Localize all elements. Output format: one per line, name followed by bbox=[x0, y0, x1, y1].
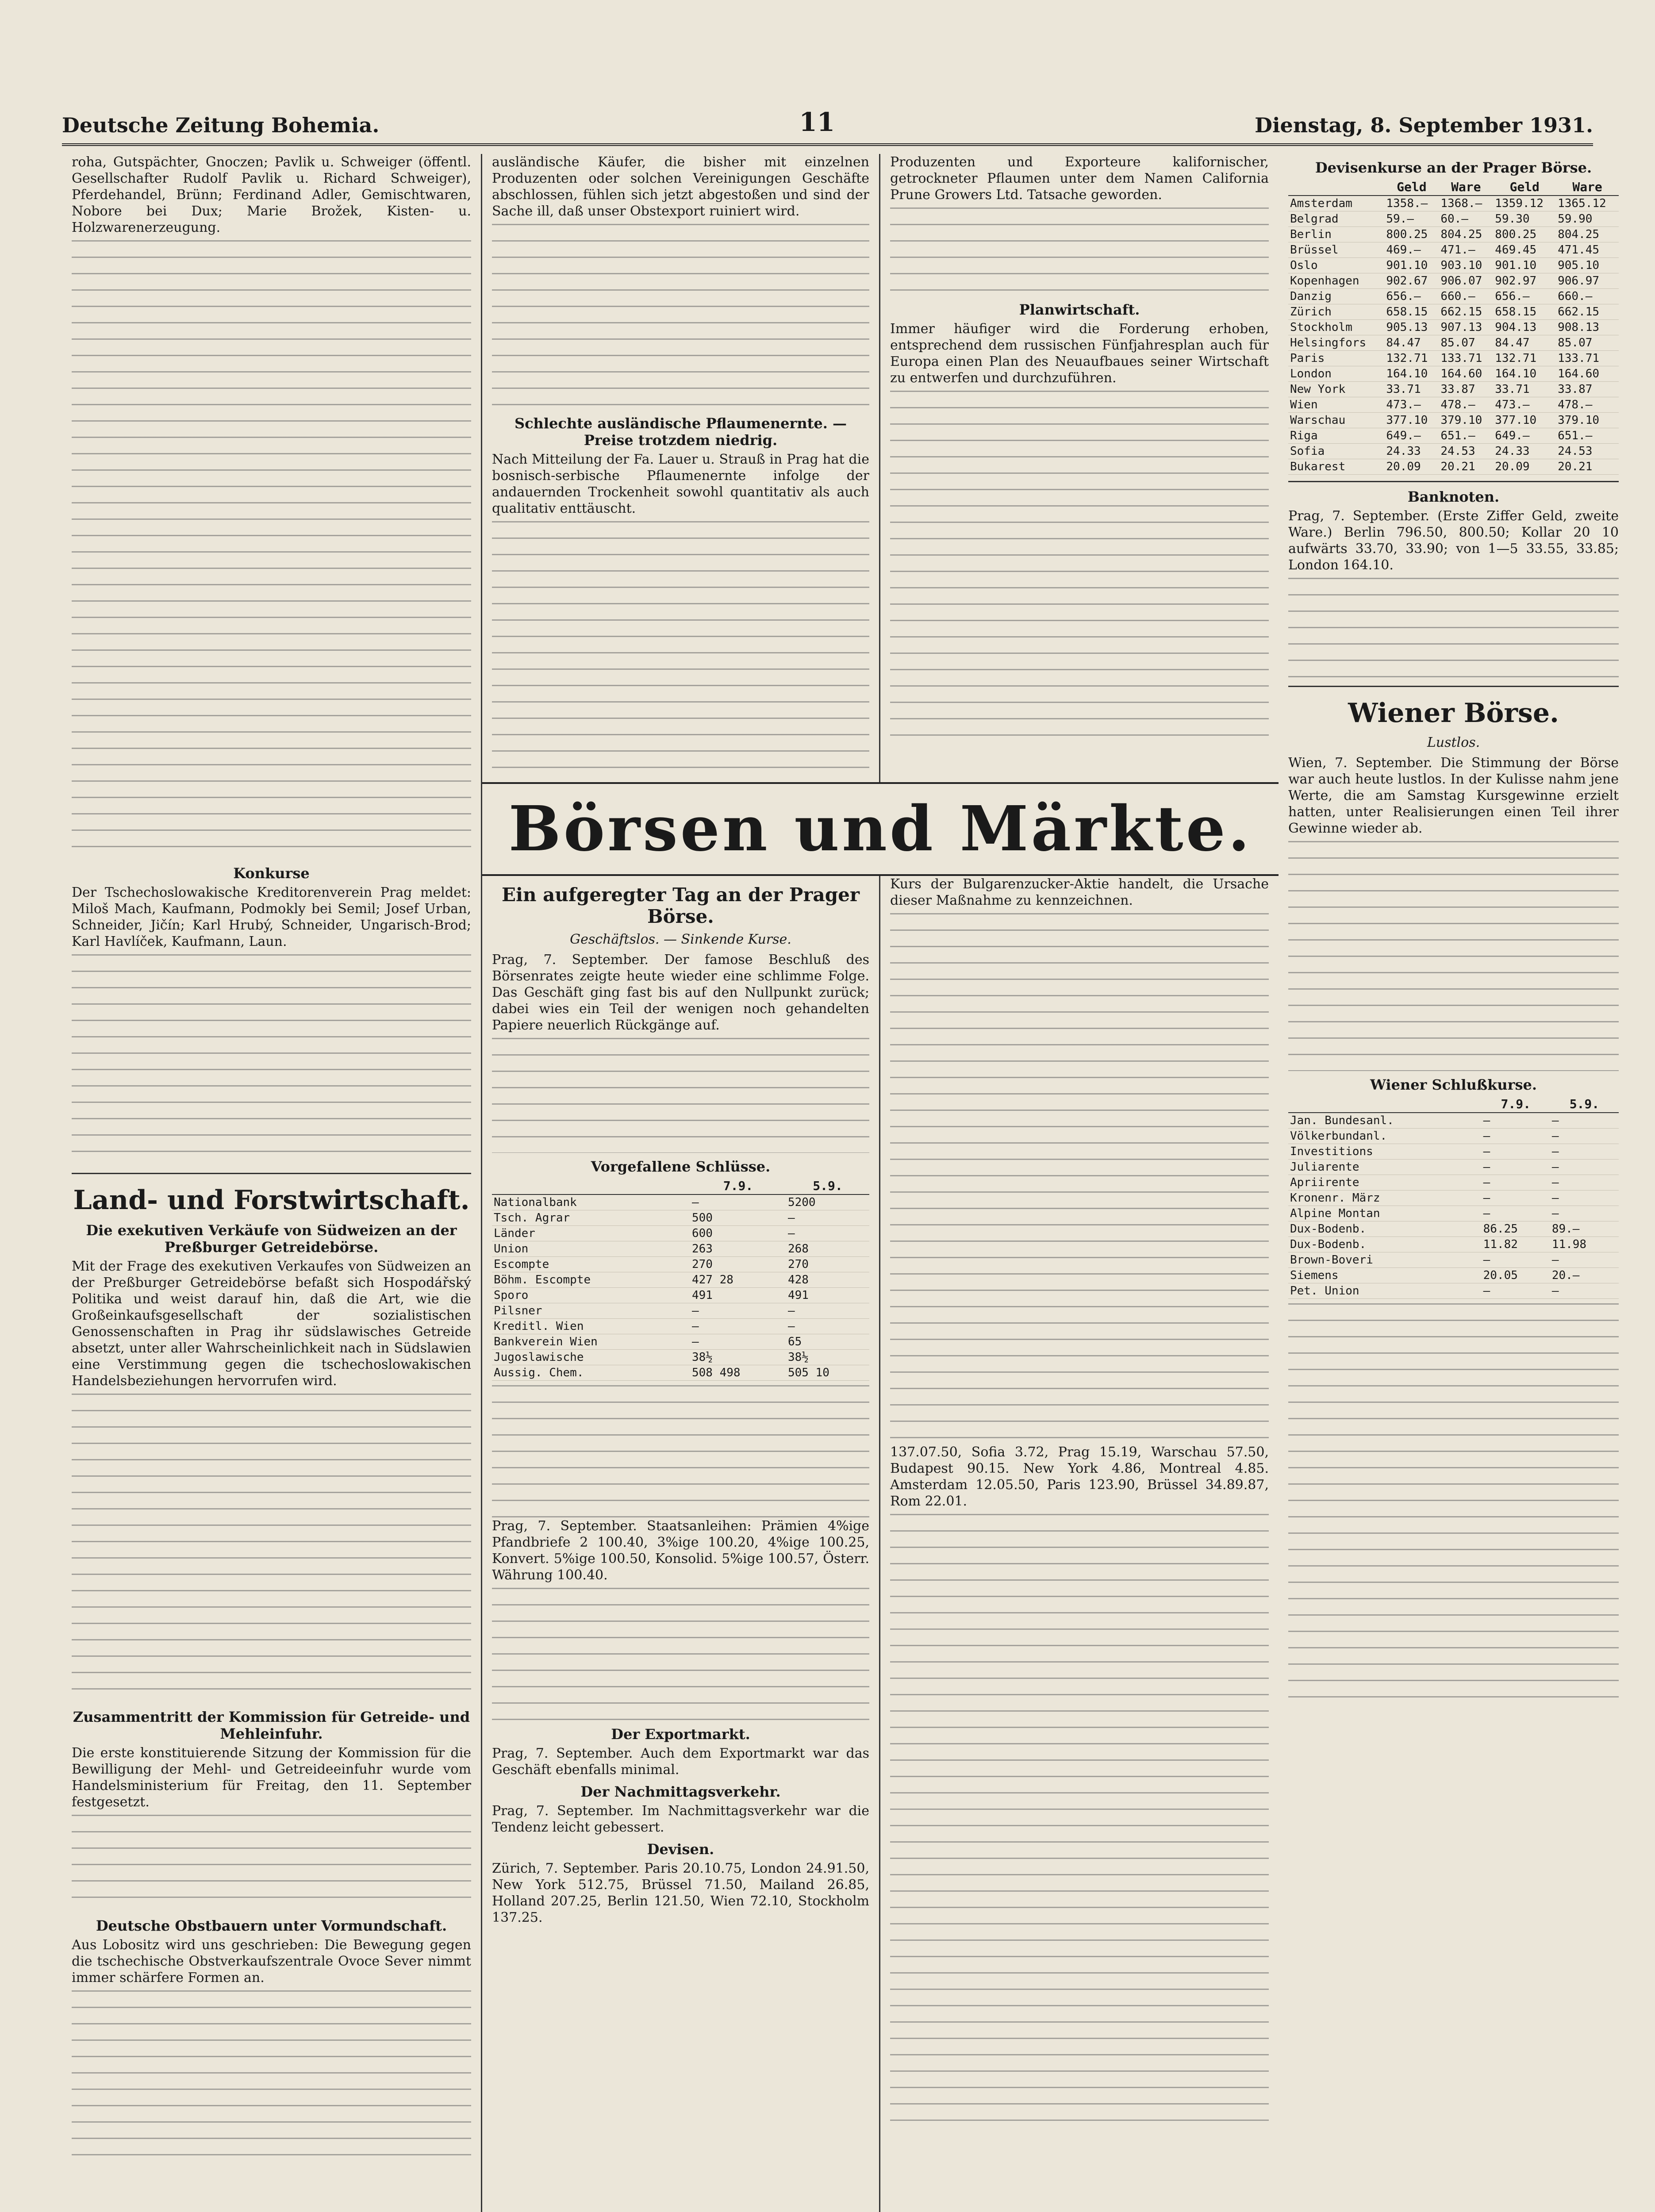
table-row bbox=[492, 1350, 869, 1365]
text-block bbox=[492, 1385, 869, 1518]
table-row bbox=[1288, 1160, 1619, 1175]
table-cell: 662.15 bbox=[1439, 304, 1493, 320]
table-cell: 84.47 bbox=[1493, 335, 1556, 351]
table-cell: 651.— bbox=[1556, 428, 1619, 444]
middle-section bbox=[482, 154, 1279, 2212]
kurse-text: 137.07.50, Sofia 3.72, Prag 15.19, Warschau 57.50, Budapest 90.15. New York 4.86, Montreal 4.85. Amsterdam 12.05.50, Paris 123.90, Brüssel 34.89.87, Rom 22.01. bbox=[890, 1444, 1269, 1509]
table-cell: Danzig bbox=[1288, 289, 1384, 304]
export-heading: Der Exportmarkt. bbox=[611, 1726, 750, 1743]
table-row bbox=[492, 1210, 869, 1226]
table-cell: 377.10 bbox=[1493, 413, 1556, 428]
page-header bbox=[62, 107, 1593, 146]
table-cell: 20.09 bbox=[1493, 459, 1556, 475]
table-cell: — bbox=[786, 1319, 869, 1334]
planwirtschaft-heading: Planwirtschaft. bbox=[1019, 301, 1140, 318]
table-cell: 164.10 bbox=[1493, 366, 1556, 382]
table-cell: New York bbox=[1288, 382, 1384, 397]
date-line: Dienstag, 8. September 1931. bbox=[1255, 113, 1593, 137]
table-row bbox=[492, 1303, 869, 1319]
table-cell: 902.67 bbox=[1384, 273, 1439, 289]
table-cell: Dux-Bodenb. bbox=[1288, 1221, 1482, 1237]
table-row bbox=[1288, 428, 1619, 444]
table-cell: 24.53 bbox=[1439, 444, 1493, 459]
table-cell: Wien bbox=[1288, 397, 1384, 413]
table-row bbox=[1288, 459, 1619, 475]
table-cell: 428 bbox=[786, 1272, 869, 1288]
table-row bbox=[1288, 1206, 1619, 1221]
table-cell: 800.25 bbox=[1384, 227, 1439, 242]
table-cell: 478.— bbox=[1439, 397, 1493, 413]
text-block bbox=[890, 913, 1269, 1444]
table-cell: Pilsner bbox=[492, 1303, 690, 1319]
table-cell: — bbox=[1550, 1129, 1619, 1144]
devisen-header-row bbox=[1288, 179, 1619, 196]
text-block bbox=[492, 1588, 869, 1720]
table-cell: 20.05 bbox=[1482, 1268, 1550, 1283]
table-cell: 38½ bbox=[786, 1350, 869, 1365]
table-cell: 379.10 bbox=[1556, 413, 1619, 428]
table-row bbox=[1288, 289, 1619, 304]
konkurs-text: Der Tschechoslowakische Kreditorenverein Prag meldet: Miloš Mach, Kaufmann, Podmokly bei Semil; Josef Urban, Schneider, Jičín; Karl Hrubý, Schneider, Ungarisch-Brod; Karl Havlíček, Kaufmann, Laun. bbox=[72, 885, 471, 949]
table-cell: 59.30 bbox=[1493, 211, 1556, 227]
table-cell: Alpine Montan bbox=[1288, 1206, 1482, 1221]
table-cell: 89.— bbox=[1550, 1221, 1619, 1237]
table-cell: 263 bbox=[690, 1241, 786, 1257]
devisen-col: Ware bbox=[1439, 179, 1493, 196]
table-row bbox=[1288, 1268, 1619, 1283]
table-cell: Tsch. Agrar bbox=[492, 1210, 690, 1226]
table-cell: 471.— bbox=[1439, 242, 1493, 258]
text-block bbox=[72, 954, 471, 1167]
table-row bbox=[1288, 335, 1619, 351]
table-cell: 164.10 bbox=[1384, 366, 1439, 382]
devisen-table bbox=[1288, 179, 1619, 475]
table-cell: Bankverein Wien bbox=[492, 1334, 690, 1350]
table-cell: — bbox=[690, 1303, 786, 1319]
devisen-text: Zürich, 7. September. Paris 20.10.75, London 24.91.50, New York 512.75, Brüssel 71.50, Mailand 26.85, Holland 207.25, Berlin 121.50, Wien 72.10, Stockholm 137.25. bbox=[492, 1861, 869, 1925]
schluss-body bbox=[1288, 1113, 1619, 1299]
table-cell: — bbox=[1550, 1144, 1619, 1160]
kommission-text: Die erste konstituierende Sitzung der Kommission für die Bewilligung der Mehl- und Getreideeinfuhr wurde vom Handelsministerium für Freitag, den 11. September festgesetzt. bbox=[72, 1745, 471, 1810]
devisenkurse-heading: Devisenkurse an der Prager Börse. bbox=[1315, 159, 1592, 176]
text-block bbox=[1288, 578, 1619, 680]
devisen-col: Ware bbox=[1556, 179, 1619, 196]
export-market-text: Prag, 7. September. Auch dem Exportmarkt war das Geschäft ebenfalls minimal. bbox=[492, 1746, 869, 1778]
table-cell: 132.71 bbox=[1493, 351, 1556, 366]
table-cell: Zürich bbox=[1288, 304, 1384, 320]
table-cell: 85.07 bbox=[1439, 335, 1493, 351]
land-heading: Land- und Forstwirtschaft. bbox=[73, 1185, 470, 1216]
table-cell: 906.07 bbox=[1439, 273, 1493, 289]
table-cell: 906.97 bbox=[1556, 273, 1619, 289]
column-1 bbox=[62, 154, 482, 2212]
table-cell: 491 bbox=[690, 1288, 786, 1303]
table-cell: 33.71 bbox=[1384, 382, 1439, 397]
text-block bbox=[492, 1038, 869, 1153]
table-cell: — bbox=[786, 1226, 869, 1241]
text-block bbox=[72, 1815, 471, 1912]
table-row bbox=[492, 1365, 869, 1381]
table-cell: Stockholm bbox=[1288, 320, 1384, 335]
text-block bbox=[890, 391, 1269, 736]
banknoten-text: Prag, 7. September. (Erste Ziffer Geld, zweite Ware.) Berlin 796.50, 800.50; Kollar 20 10 aufwärts 33.70, 33.90; von 1—5 33.55, 33.85; London 164.10. bbox=[1288, 508, 1619, 573]
column-2 bbox=[482, 154, 880, 782]
table-row bbox=[1288, 320, 1619, 335]
columns bbox=[62, 154, 1619, 2212]
column-3 bbox=[880, 154, 1279, 782]
table-row bbox=[1288, 1144, 1619, 1160]
table-cell: 905.10 bbox=[1556, 258, 1619, 273]
table-cell: 471.45 bbox=[1556, 242, 1619, 258]
table-cell: 491 bbox=[786, 1288, 869, 1303]
table-cell: Belgrad bbox=[1288, 211, 1384, 227]
kommission-heading: Zusammentritt der Kommission für Getreide- und Mehleinfuhr. bbox=[73, 1709, 470, 1742]
table-cell: 473.— bbox=[1384, 397, 1439, 413]
table-cell: 132.71 bbox=[1384, 351, 1439, 366]
pflaumen-text: Nach Mitteilung der Fa. Lauer u. Strauß in Prag hat die bosnisch-serbische Pflaumenernte infolge der andauernden Trockenheit sowohl quantitativ als auch qualitativ enttäuscht. bbox=[492, 452, 869, 516]
table-cell: Kopenhagen bbox=[1288, 273, 1384, 289]
table-cell: 11.82 bbox=[1482, 1237, 1550, 1252]
devisen-col: Geld bbox=[1384, 179, 1439, 196]
table-cell: — bbox=[690, 1334, 786, 1350]
boerse-text: Prag, 7. September. Der famose Beschluß des Börsenrates zeigte heute wieder eine schlimme Folge. Das Geschäft ging fast bis auf den Nullpunkt zurück; dabei wies ein Teil der wenigen noch gehandelten Papiere neuerlich Rückgänge auf. bbox=[492, 952, 869, 1033]
table-cell: 85.07 bbox=[1556, 335, 1619, 351]
schluss-table bbox=[1288, 1096, 1619, 1299]
table-row bbox=[1288, 258, 1619, 273]
table-cell: Berlin bbox=[1288, 227, 1384, 242]
table-row bbox=[1288, 382, 1619, 397]
table-cell: — bbox=[1482, 1252, 1550, 1268]
table-cell: 1368.— bbox=[1439, 196, 1493, 211]
table-cell: Pet. Union bbox=[1288, 1283, 1482, 1299]
stock-body bbox=[492, 1194, 869, 1381]
devisen-heading: Devisen. bbox=[647, 1841, 714, 1858]
table-cell: — bbox=[786, 1303, 869, 1319]
table-cell: — bbox=[1482, 1175, 1550, 1190]
boerse-heading: Ein aufgeregter Tag an der Prager Börse. bbox=[502, 884, 860, 927]
table-cell: 20.21 bbox=[1556, 459, 1619, 475]
table-cell: — bbox=[1482, 1144, 1550, 1160]
table-cell: Völkerbundanl. bbox=[1288, 1129, 1482, 1144]
table-cell: 508 498 bbox=[690, 1365, 786, 1381]
table-row bbox=[1288, 366, 1619, 382]
middle-top bbox=[482, 154, 1279, 782]
schluss-col bbox=[1288, 1096, 1482, 1113]
table-cell: 164.60 bbox=[1556, 366, 1619, 382]
banknoten-heading: Banknoten. bbox=[1407, 488, 1500, 505]
table-cell: — bbox=[1550, 1113, 1619, 1129]
table-cell: 1365.12 bbox=[1556, 196, 1619, 211]
table-cell: — bbox=[1482, 1129, 1550, 1144]
table-cell: 33.87 bbox=[1556, 382, 1619, 397]
table-cell: 660.— bbox=[1439, 289, 1493, 304]
intro-text: roha, Gutspächter, Gnoczen; Pavlik u. Schweiger (öffentl. Gesellschafter Rudolf Pavlik u. Richard Schweiger), Pferdehandel, Brünn; Ferdinand Adler, Gemischtwaren, Nobore bei Dux; Marie Brožek, Kisten- u. Holzwarenerzeugung. bbox=[72, 154, 471, 235]
divider bbox=[1288, 686, 1619, 687]
table-cell: 600 bbox=[690, 1226, 786, 1241]
table-row bbox=[492, 1257, 869, 1272]
table-cell: 649.— bbox=[1384, 428, 1439, 444]
obst-heading: Deutsche Obstbauern unter Vormundschaft. bbox=[96, 1917, 447, 1934]
table-cell: 469.45 bbox=[1493, 242, 1556, 258]
table-cell: 379.10 bbox=[1439, 413, 1493, 428]
table-cell: 20.— bbox=[1550, 1268, 1619, 1283]
text-block bbox=[72, 1990, 471, 2158]
wien-subheading: Lustlos. bbox=[1427, 735, 1480, 750]
land-subheading: Die exekutiven Verkäufe von Südweizen an der Preßburger Getreidebörse. bbox=[86, 1222, 457, 1256]
middle-bottom bbox=[482, 876, 1279, 2212]
table-cell: 11.98 bbox=[1550, 1237, 1619, 1252]
table-cell: Siemens bbox=[1288, 1268, 1482, 1283]
table-cell: Brüssel bbox=[1288, 242, 1384, 258]
table-cell: 658.15 bbox=[1493, 304, 1556, 320]
divider bbox=[72, 1173, 471, 1174]
table-row bbox=[492, 1194, 869, 1210]
table-cell: 20.21 bbox=[1439, 459, 1493, 475]
table-cell: Oslo bbox=[1288, 258, 1384, 273]
table-cell: Nationalbank bbox=[492, 1194, 690, 1210]
table-row bbox=[1288, 1283, 1619, 1299]
table-cell: 65 bbox=[786, 1334, 869, 1350]
table-cell: 427 28 bbox=[690, 1272, 786, 1288]
devisen-col: Geld bbox=[1493, 179, 1556, 196]
table-cell: Bukarest bbox=[1288, 459, 1384, 475]
table-cell: 1359.12 bbox=[1493, 196, 1556, 211]
table-cell: 901.10 bbox=[1493, 258, 1556, 273]
table-cell: 270 bbox=[786, 1257, 869, 1272]
table-cell: 133.71 bbox=[1556, 351, 1619, 366]
markt-text: Kurs der Bulgarenzucker-Aktie handelt, die Ursache dieser Maßnahme zu kennzeichnen. bbox=[890, 876, 1269, 908]
devisen-body bbox=[1288, 196, 1619, 475]
table-cell: 904.13 bbox=[1493, 320, 1556, 335]
table-row bbox=[1288, 273, 1619, 289]
table-cell: 902.97 bbox=[1493, 273, 1556, 289]
schluss-col: 5.9. bbox=[1550, 1096, 1619, 1113]
table-cell: Brown-Boveri bbox=[1288, 1252, 1482, 1268]
table-cell: 1358.— bbox=[1384, 196, 1439, 211]
table-cell: Böhm. Escompte bbox=[492, 1272, 690, 1288]
table-cell: — bbox=[1550, 1252, 1619, 1268]
nachmittag-heading: Der Nachmittagsverkehr. bbox=[580, 1783, 781, 1800]
table-cell: — bbox=[1482, 1283, 1550, 1299]
table-cell: London bbox=[1288, 366, 1384, 382]
table-cell: 24.53 bbox=[1556, 444, 1619, 459]
table-row bbox=[1288, 227, 1619, 242]
table-cell: — bbox=[1550, 1190, 1619, 1206]
planwirtschaft-text: Immer häufiger wird die Forderung erhoben, entsprechend dem russischen Fünfjahresplan auch für Europa einen Plan des Neuaufbaues seiner Wirtschaft zu entwerfen und durchzuführen. bbox=[890, 321, 1269, 386]
table-row bbox=[1288, 1252, 1619, 1268]
text-block bbox=[72, 240, 471, 860]
table-cell: 473.— bbox=[1493, 397, 1556, 413]
table-cell: 804.25 bbox=[1439, 227, 1493, 242]
table-cell: 662.15 bbox=[1556, 304, 1619, 320]
table-cell: Apriirente bbox=[1288, 1175, 1482, 1190]
table-cell: 164.60 bbox=[1439, 366, 1493, 382]
table-row bbox=[492, 1288, 869, 1303]
table-cell: 270 bbox=[690, 1257, 786, 1272]
table-cell: 800.25 bbox=[1493, 227, 1556, 242]
table-cell: Warschau bbox=[1288, 413, 1384, 428]
column-3-lower bbox=[880, 876, 1279, 2212]
table-row bbox=[492, 1334, 869, 1350]
table-cell: 660.— bbox=[1556, 289, 1619, 304]
table-cell: Amsterdam bbox=[1288, 196, 1384, 211]
table-cell: 469.— bbox=[1384, 242, 1439, 258]
table-cell: 907.13 bbox=[1439, 320, 1493, 335]
section-banner: Börsen und Märkte. bbox=[482, 782, 1279, 876]
table-cell: — bbox=[1482, 1160, 1550, 1175]
table-cell: 804.25 bbox=[1556, 227, 1619, 242]
table-row bbox=[1288, 1190, 1619, 1206]
table-cell: Juliarente bbox=[1288, 1160, 1482, 1175]
table-row bbox=[1288, 1221, 1619, 1237]
table-row bbox=[1288, 1175, 1619, 1190]
table-row bbox=[1288, 211, 1619, 227]
table-row bbox=[1288, 397, 1619, 413]
table-cell: 500 bbox=[690, 1210, 786, 1226]
wien-heading: Wiener Börse. bbox=[1348, 698, 1559, 729]
table-cell: Sporo bbox=[492, 1288, 690, 1303]
table-cell: — bbox=[1482, 1113, 1550, 1129]
table-cell: — bbox=[1482, 1190, 1550, 1206]
text-block bbox=[890, 207, 1269, 296]
table-cell: — bbox=[786, 1210, 869, 1226]
table-cell: — bbox=[1550, 1283, 1619, 1299]
table-cell: 505 10 bbox=[786, 1365, 869, 1381]
text-block bbox=[1288, 841, 1619, 1071]
table-row bbox=[1288, 196, 1619, 211]
table-cell: 84.47 bbox=[1384, 335, 1439, 351]
stock-col: 7.9. bbox=[690, 1178, 786, 1194]
table-cell: Riga bbox=[1288, 428, 1384, 444]
table-row bbox=[1288, 1113, 1619, 1129]
table-cell: 5200 bbox=[786, 1194, 869, 1210]
table-row bbox=[1288, 444, 1619, 459]
table-row bbox=[1288, 1237, 1619, 1252]
table-cell: 24.33 bbox=[1493, 444, 1556, 459]
table-cell: — bbox=[1550, 1160, 1619, 1175]
table-cell: Escompte bbox=[492, 1257, 690, 1272]
table-cell: 656.— bbox=[1493, 289, 1556, 304]
stock-col: 5.9. bbox=[786, 1178, 869, 1194]
table-cell: 33.71 bbox=[1493, 382, 1556, 397]
table-row bbox=[492, 1272, 869, 1288]
table-cell: Jugoslawische bbox=[492, 1350, 690, 1365]
table-cell: 478.— bbox=[1556, 397, 1619, 413]
table-cell: 658.15 bbox=[1384, 304, 1439, 320]
table-cell: Kreditl. Wien bbox=[492, 1319, 690, 1334]
table-row bbox=[1288, 1129, 1619, 1144]
table-cell: 20.09 bbox=[1384, 459, 1439, 475]
table-cell: 60.— bbox=[1439, 211, 1493, 227]
table-cell: Sofia bbox=[1288, 444, 1384, 459]
column-4 bbox=[1279, 154, 1628, 2212]
table-cell: 903.10 bbox=[1439, 258, 1493, 273]
wien-text: Wien, 7. September. Die Stimmung der Börse war auch heute lustlos. In der Kulisse nahm jene Werte, die am Samstag Kursgewinne erzielt hatten, unter Realisierungen einen Teil ihrer Gewinne wieder ab. bbox=[1288, 755, 1619, 836]
boerse-subheading: Geschäftslos. — Sinkende Kurse. bbox=[570, 932, 791, 947]
paper-name: Deutsche Zeitung Bohemia. bbox=[62, 113, 380, 137]
stock-header-row bbox=[492, 1178, 869, 1194]
table-cell: 86.25 bbox=[1482, 1221, 1550, 1237]
stock-col bbox=[492, 1178, 690, 1194]
table-cell: — bbox=[1550, 1175, 1619, 1190]
land-text: Mit der Frage des exekutiven Verkaufes von Südweizen an der Preßburger Getreidebörse befaßt sich Hospodářský Politika und weist darauf hin, daß die Art, wie die Großeinkaufsgesellschaft der sozialistischen Genossenschaften in Prag ihr südslawisches Getreide absetzt, unter aller Wahrscheinlichkeit nach in Südslawien eine Verstimmung gegen die tschechoslowakischen Handelsbeziehungen hervorrufen wird. bbox=[72, 1259, 471, 1389]
table-cell: 901.10 bbox=[1384, 258, 1439, 273]
table-cell: — bbox=[1550, 1206, 1619, 1221]
nachmittag-text: Prag, 7. September. Im Nachmittagsverkehr war die Tendenz leicht gebessert. bbox=[492, 1803, 869, 1835]
table-cell: 24.33 bbox=[1384, 444, 1439, 459]
table-row bbox=[1288, 413, 1619, 428]
table-cell: 651.— bbox=[1439, 428, 1493, 444]
table-row bbox=[492, 1319, 869, 1334]
table-cell: Dux-Bodenb. bbox=[1288, 1237, 1482, 1252]
table-cell: Länder bbox=[492, 1226, 690, 1241]
table-cell: 268 bbox=[786, 1241, 869, 1257]
text-block bbox=[72, 1394, 471, 1703]
table-cell: Paris bbox=[1288, 351, 1384, 366]
table-cell: 59.90 bbox=[1556, 211, 1619, 227]
table-cell: 33.87 bbox=[1439, 382, 1493, 397]
table-cell: — bbox=[690, 1319, 786, 1334]
table-cell: 656.— bbox=[1384, 289, 1439, 304]
table-cell: Jan. Bundesanl. bbox=[1288, 1113, 1482, 1129]
konkurs-heading: Konkurse bbox=[233, 865, 310, 882]
export-text: ausländische Käufer, die bisher mit einzelnen Produzenten oder solchen Vereinigungen Geschäfte abschlossen, fühlen sich jetzt abgestoßen und sind der Sache ill, daß unser Obstexport ruiniert wird. bbox=[492, 154, 869, 219]
schluss-header-row bbox=[1288, 1096, 1619, 1113]
table-cell: 133.71 bbox=[1439, 351, 1493, 366]
table-cell: Kronenr. März bbox=[1288, 1190, 1482, 1206]
schluesse-heading: Vorgefallene Schlüsse. bbox=[591, 1158, 771, 1175]
table-cell: Union bbox=[492, 1241, 690, 1257]
table-cell: 905.13 bbox=[1384, 320, 1439, 335]
table-row bbox=[1288, 242, 1619, 258]
table-cell: Aussig. Chem. bbox=[492, 1365, 690, 1381]
table-row bbox=[492, 1226, 869, 1241]
table-cell: Helsingfors bbox=[1288, 335, 1384, 351]
obst-text: Aus Lobositz wird uns geschrieben: Die Bewegung gegen die tschechische Obstverkaufszentrale Ovoce Sever nimmt immer schärfere Formen an. bbox=[72, 1937, 471, 1985]
table-row bbox=[1288, 304, 1619, 320]
table-cell: 908.13 bbox=[1556, 320, 1619, 335]
table-cell: Investitions bbox=[1288, 1144, 1482, 1160]
table-row bbox=[1288, 351, 1619, 366]
table-cell: 377.10 bbox=[1384, 413, 1439, 428]
stock-table bbox=[492, 1178, 869, 1381]
schluss-col: 7.9. bbox=[1482, 1096, 1550, 1113]
text-block bbox=[1288, 1303, 1619, 1701]
table-cell: 38½ bbox=[690, 1350, 786, 1365]
pflaumen-heading: Schlechte ausländische Pflaumenernte. — Preise trotzdem niedrig. bbox=[514, 415, 847, 449]
table-cell: — bbox=[690, 1194, 786, 1210]
schlusskurse-heading: Wiener Schlußkurse. bbox=[1370, 1076, 1537, 1093]
table-cell: 59.— bbox=[1384, 211, 1439, 227]
text-block bbox=[492, 224, 869, 410]
page-number: 11 bbox=[799, 107, 835, 137]
column-2-lower bbox=[482, 876, 880, 2212]
text-block bbox=[492, 521, 869, 769]
table-cell: — bbox=[1482, 1206, 1550, 1221]
table-cell: 649.— bbox=[1493, 428, 1556, 444]
staat-text: Prag, 7. September. Staatsanleihen: Prämien 4%ige Pfandbriefe 2 100.40, 3%ige 100.20, 4%ige 100.25, Konvert. 5%ige 100.50, Konsolid. 5%ige 100.57, Österr. Währung 100.40. bbox=[492, 1518, 869, 1583]
divider bbox=[1288, 481, 1619, 482]
text-block bbox=[890, 1514, 1269, 2133]
devisen-col bbox=[1288, 179, 1384, 196]
prune-text: Produzenten und Exporteure kalifornischer, getrockneter Pflaumen unter dem Namen California Prune Growers Ltd. Tatsache geworden. bbox=[890, 154, 1269, 203]
table-row bbox=[492, 1241, 869, 1257]
